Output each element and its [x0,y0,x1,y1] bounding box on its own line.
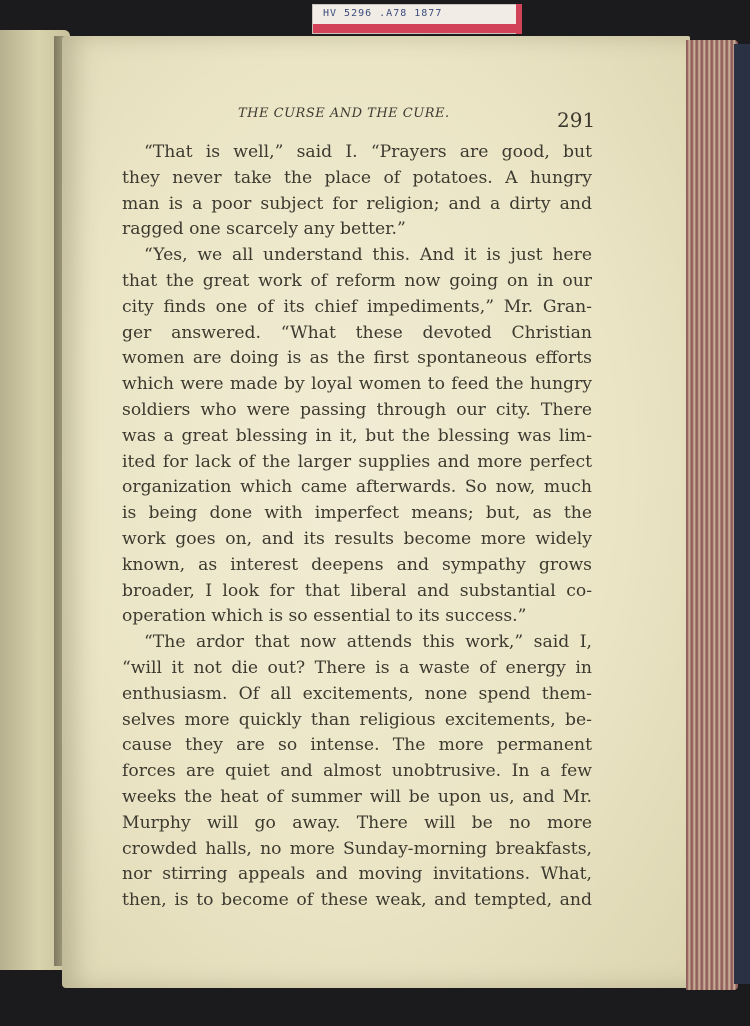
text-line: is being done with imperfect means; but, as the [122,503,592,524]
text-line: forces are quiet and almost unobtrusive. In a few [122,761,592,782]
text-line: that the great work of reform now going on in our [122,270,592,291]
text-line: was a great blessing in it, but the blessing was lim- [122,425,592,446]
text-line: ger answered. “What these devoted Christian [122,322,592,343]
text-line: known, as interest deepens and sympathy grows [122,554,592,575]
label-stripe [313,24,516,33]
label-tab [516,4,522,34]
page-number: 291 [557,108,596,132]
text-line: operation which is so essential to its success.” [122,606,527,627]
call-number-label [312,4,517,34]
text-line: “Yes, we all understand this. And it is just here [144,245,592,266]
text-line: selves more quickly than religious excitements, be- [122,709,592,730]
text-line: Murphy will go away. There will be no more [122,812,592,833]
text-line: city finds one of its chief impediments,” Mr. Gran- [122,296,592,317]
text-line: women are doing is as the first spontaneous efforts [122,348,592,369]
text-line: then, is to become of these weak, and tempted, and [122,890,592,911]
text-line: organization which came afterwards. So now, much [122,477,592,498]
text-line: weeks the heat of summer will be upon us, and Mr. [122,786,592,807]
text-line: broader, I look for that liberal and substantial co- [122,580,592,601]
text-line: “That is well,” said I. “Prayers are good, but [144,142,592,162]
page-edges [686,40,738,990]
text-line: which were made by loyal women to feed the hungry [122,374,592,395]
text-line: soldiers who were passing through our city. There [122,399,592,420]
call-number-text: HV 5296 .A78 1877 [323,8,443,19]
text-line: man is a poor subject for religion; and a dirty and [122,193,592,214]
text-line: ragged one scarcely any better.” [122,219,406,240]
running-head: THE CURSE AND THE CURE. [238,106,450,121]
text-line: ited for lack of the larger supplies and more perfect [122,451,592,472]
text-line: crowded halls, no more Sunday-morning breakfasts, [122,838,592,859]
text-line: “will it not die out? There is a waste of energy in [122,657,592,678]
text-line: they never take the place of potatoes. A hungry [122,167,592,188]
text-line: “The ardor that now attends this work,” said I, [144,632,592,653]
book-cover-edge [734,44,750,984]
body-text [122,140,592,914]
text-line: enthusiasm. Of all excitements, none spend them- [122,683,592,704]
text-line: work goes on, and its results become more widely [122,528,592,549]
text-line: nor stirring appeals and moving invitations. What, [122,864,592,885]
text-line: cause they are so intense. The more permanent [122,735,592,756]
